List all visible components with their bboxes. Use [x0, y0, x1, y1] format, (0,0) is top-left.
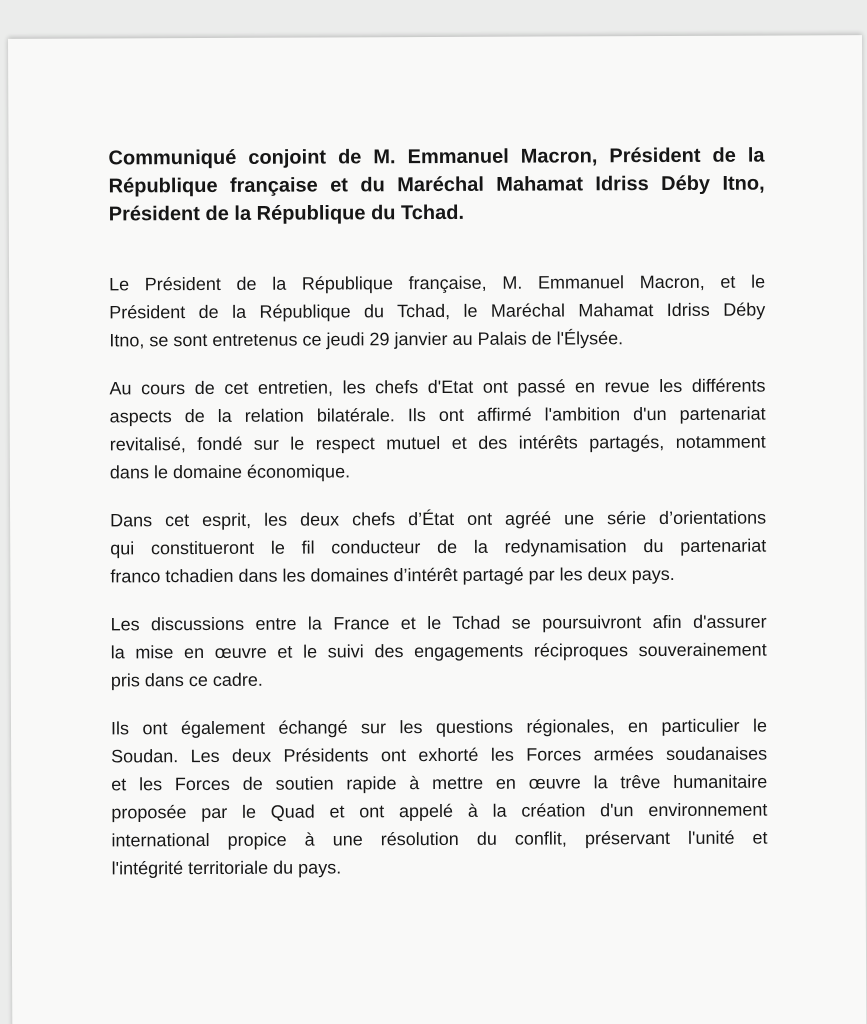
paragraph	[109, 372, 765, 487]
paragraph-line: la mise en œuvre et le suivi des engagements réciproques souverainement	[110, 639, 767, 663]
paragraph	[110, 608, 766, 695]
paragraph-line: Le Président de la République française, M. Emmanuel Macron, et le	[109, 271, 766, 295]
paragraph	[110, 504, 766, 591]
paragraph-line: Les discussions entre la France et le Tchad se poursuivront afin d'assurer	[110, 611, 767, 635]
document-title	[108, 142, 764, 229]
paragraph-line: qui constitueront le fil conducteur de la redynamisation du partenariat	[110, 535, 767, 559]
paragraph-line: franco tchadien dans les domaines d’intérêt partagé par les deux pays.	[110, 563, 675, 587]
paragraph-line: l'intégrité territoriale du pays.	[111, 857, 342, 879]
paragraph-line: Au cours de cet entretien, les chefs d'Etat ont passé en revue les différents	[109, 375, 766, 399]
document-content	[8, 35, 866, 883]
paragraph-line: Itno, se sont entretenus ce jeudi 29 janvier au Palais de l'Élysée.	[109, 328, 624, 351]
paragraph-line: aspects de la relation bilatérale. Ils ont affirmé l'ambition d'un partenariat	[109, 403, 766, 427]
title-line: République française et du Maréchal Mahamat Idriss Déby Itno,	[108, 172, 765, 198]
paragraph-line: proposée par le Quad et ont appelé à la création d'un environnement	[111, 799, 768, 823]
paragraph	[109, 268, 765, 355]
paragraph-line: Soudan. Les deux Présidents ont exhorté les Forces armées soudanaises	[111, 743, 768, 767]
document-body	[109, 268, 768, 883]
paragraph-line: Président de la République du Tchad, le Maréchal Mahamat Idriss Déby	[109, 299, 766, 323]
paragraph-line: revitalisé, fondé sur le respect mutuel et des intérêts partagés, notamment	[109, 431, 766, 455]
paragraph-line: international propice à une résolution du conflit, préservant l'unité et	[111, 827, 768, 851]
paragraph-line: dans le domaine économique.	[109, 461, 351, 483]
title-line: Président de la République du Tchad.	[108, 201, 465, 226]
paragraph	[111, 712, 768, 883]
paragraph-line: pris dans ce cadre.	[110, 669, 263, 691]
paragraph-line: Ils ont également échangé sur les questions régionales, en particulier le	[110, 715, 768, 739]
document-page	[8, 35, 867, 1024]
paragraph-line: Dans cet esprit, les deux chefs d’État ont agréé une série d’orientations	[110, 507, 767, 531]
paragraph-line: et les Forces de soutien rapide à mettre en œuvre la trêve humanitaire	[111, 771, 768, 795]
title-line: Communiqué conjoint de M. Emmanuel Macron, Président de la	[108, 144, 765, 170]
